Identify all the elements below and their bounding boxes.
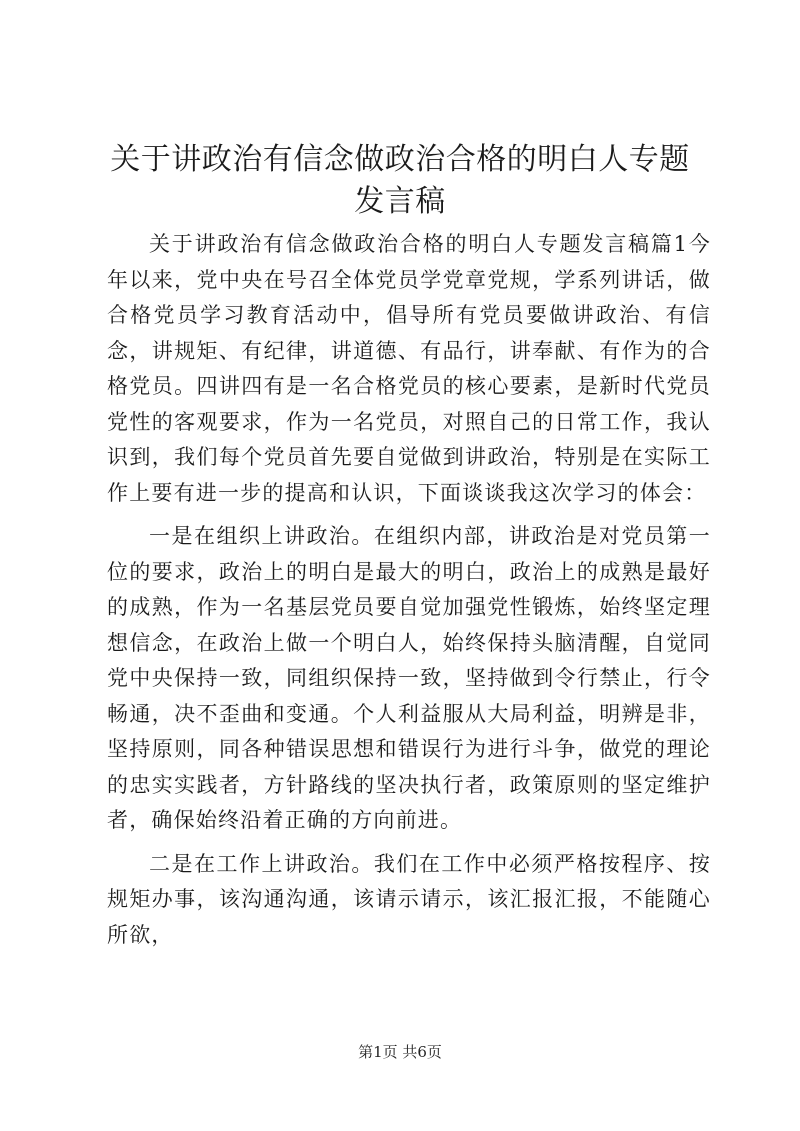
paragraph-intro: 关于讲政治有信念做政治合格的明白人专题发言稿篇1今年以来，党中央在号召全体党员学党章党规，学系列讲话，做合格党员学习教育活动中，倡导所有党员要做讲政治、有信念，讲规矩、有纪律，讲道德、有品行，讲奉献、有作为的合格党员。四讲四有是一名合格党员的核心要素，是新时代党员党性的客观要求，作为一名党员，对照自己的日常工作，我认识到，我们每个党员首先要自觉做到讲政治，特别是在实际工作上要有进一步的提高和认识，下面谈谈我这次学习的体会： (107, 232, 711, 505)
document-body (107, 227, 711, 961)
paragraph-work: 二是在工作上讲政治。我们在工作中必须严格按程序、按规矩办事，该沟通沟通，该请示请示，该汇报汇报，不能随心所欲， (107, 851, 711, 947)
document-title: 关于讲政治有信念做政治合格的明白人专题发言稿 (110, 142, 690, 219)
page-number-footer: 第1页 共6页 (358, 1043, 442, 1061)
paragraph-organization: 一是在组织上讲政治。在组织内部，讲政治是对党员第一位的要求，政治上的明白是最大的明白，政治上的成熟是最好的成熟，作为一名基层党员要自觉加强党性锻炼，始终坚定理想信念，在政治上做一个明白人，始终保持头脑清醒，自觉同党中央保持一致，同组织保持一致，坚持做到令行禁止，行令畅通，决不歪曲和变通。个人利益服从大局利益，明辨是非，坚持原则，同各种错误思想和错误行为进行斗争，做党的理论的忠实实践者，方针路线的坚决执行者，政策原则的坚定维护者，确保始终沿着正确的方向前进。 (107, 524, 711, 832)
